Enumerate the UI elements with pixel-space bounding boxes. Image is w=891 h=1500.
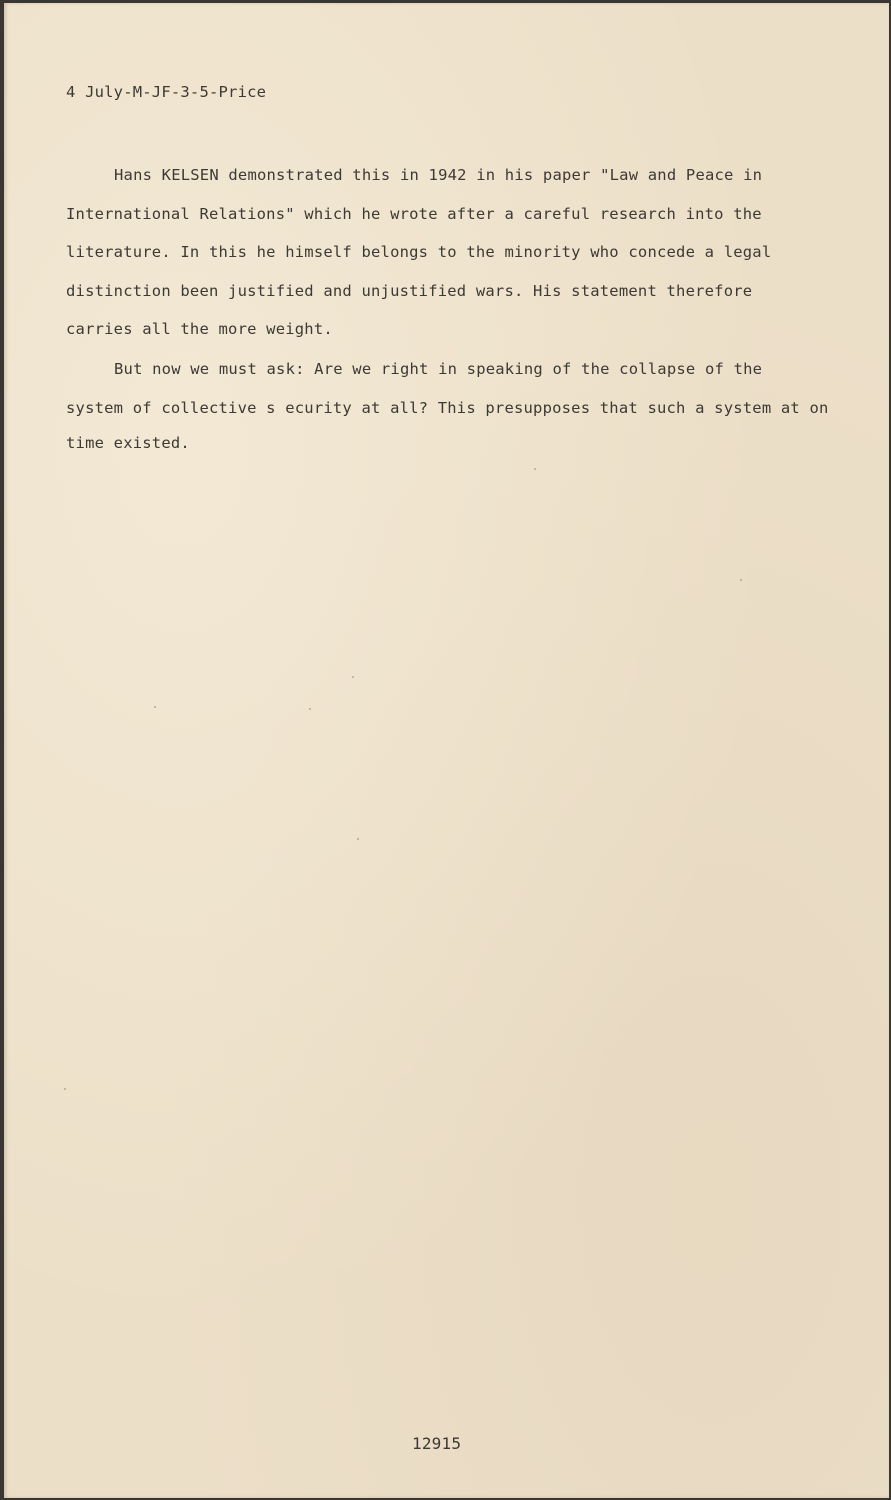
paper-speck bbox=[534, 468, 536, 470]
page-number: 12915 bbox=[412, 1434, 462, 1453]
text-line: But now we must ask: Are we right in speaking of the collapse of the bbox=[114, 360, 763, 378]
document-page bbox=[4, 3, 889, 1498]
text-line: literature. In this he himself belongs to the minority who concede a legal bbox=[66, 243, 772, 261]
text-line: distinction been justified and unjustified wars. His statement therefore bbox=[66, 282, 753, 300]
text-line: Hans KELSEN demonstrated this in 1942 in his paper "Law and Peace in bbox=[114, 166, 763, 184]
document-header: 4 July-M-JF-3-5-Price bbox=[66, 83, 267, 101]
paper-speck bbox=[352, 676, 354, 678]
paper-speck bbox=[309, 708, 311, 710]
paper-speck bbox=[357, 838, 359, 840]
text-line: system of collective s ecurity at all? This presupposes that such a system at on bbox=[66, 399, 829, 417]
text-line: time existed. bbox=[66, 434, 190, 452]
text-line: carries all the more weight. bbox=[66, 320, 333, 338]
text-line: International Relations" which he wrote after a careful research into the bbox=[66, 205, 762, 223]
paper-speck bbox=[64, 1088, 66, 1090]
paper-speck bbox=[740, 579, 742, 581]
paper-speck bbox=[154, 706, 156, 708]
